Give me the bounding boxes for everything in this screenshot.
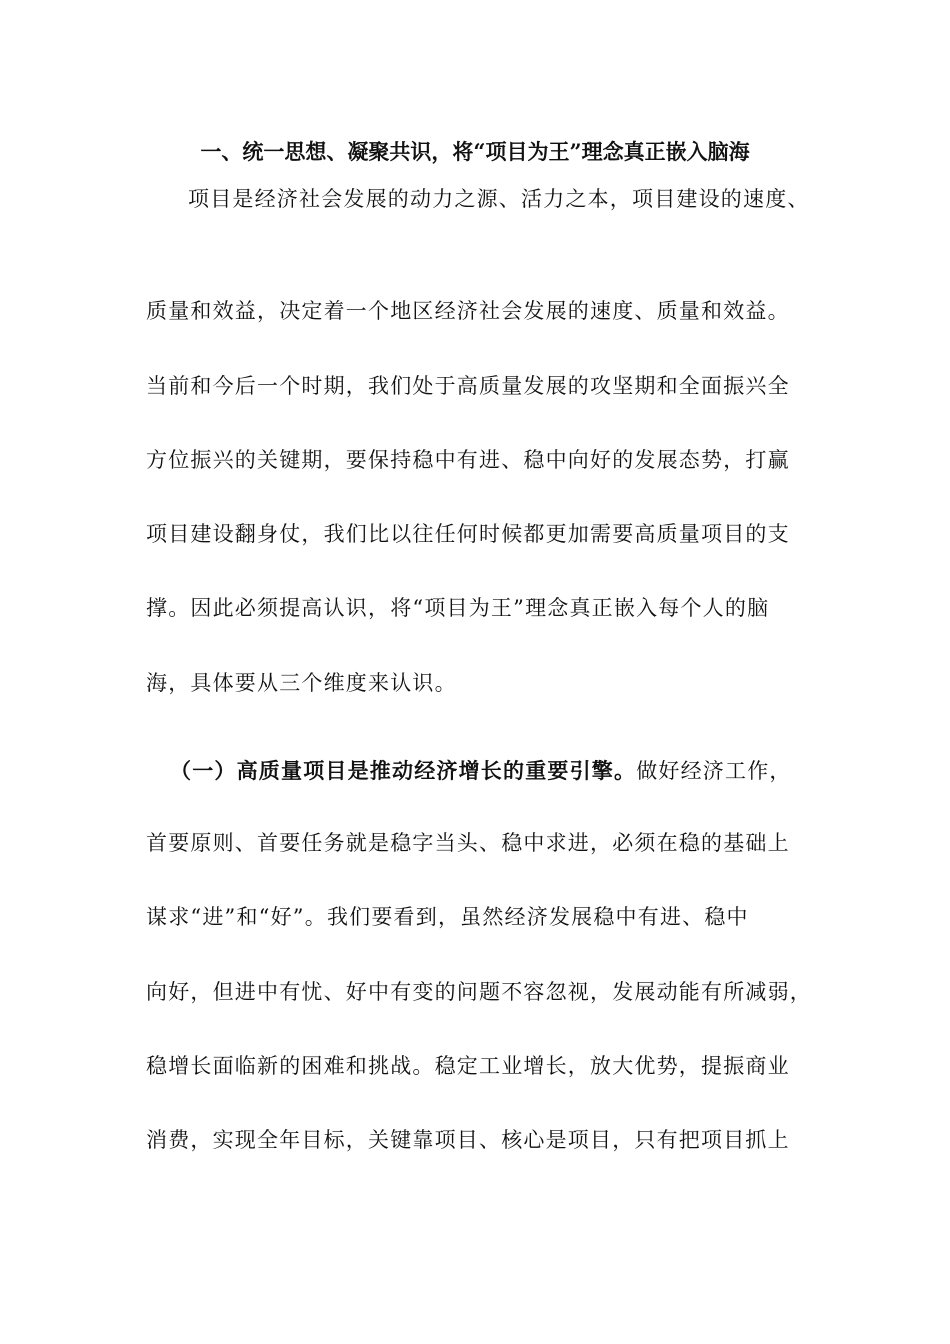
paragraph-line: 撑。因此必须提高认识，将“项目为王”理念真正嵌入每个人的脑: [146, 596, 770, 620]
paragraph-lead-line: [146, 756, 806, 786]
paragraph-line: 方位振兴的关键期，要保持稳中有进、稳中向好的发展态势，打赢: [146, 448, 790, 472]
paragraph-line: 项目是经济社会发展的动力之源、活力之本，项目建设的速度、: [188, 187, 810, 211]
paragraph-line: 当前和今后一个时期，我们处于高质量发展的攻坚期和全面振兴全: [146, 374, 790, 398]
paragraph-line: 质量和效益，决定着一个地区经济社会发展的速度、质量和效益。: [146, 299, 790, 323]
paragraph-line: 首要原则、首要任务就是稳字当头、稳中求进，必须在稳的基础上: [146, 831, 790, 855]
paragraph-line: 向好，但进中有忧、好中有变的问题不容忽视，发展动能有所减弱，: [146, 980, 812, 1004]
paragraph-line: 谋求“进”和“好”。我们要看到，虽然经济发展稳中有进、稳中: [146, 905, 749, 929]
paragraph-line: 消费，实现全年目标，关键靠项目、核心是项目，只有把项目抓上: [146, 1128, 790, 1152]
paragraph-line: 稳增长面临新的困难和挑战。稳定工业增长，放大优势，提振商业: [146, 1054, 790, 1078]
subsection-title: （一）高质量项目是推动经济增长的重要引擎。: [170, 758, 637, 783]
section-heading: 一、统一思想、凝聚共识，将“项目为王”理念真正嵌入脑海: [200, 139, 750, 164]
paragraph-lead-text: 做好经济工作，: [636, 759, 792, 783]
paragraph-line: 海，具体要从三个维度来认识。: [146, 671, 457, 695]
paragraph-line: 项目建设翻身仗，我们比以往任何时候都更加需要高质量项目的支: [146, 522, 790, 546]
